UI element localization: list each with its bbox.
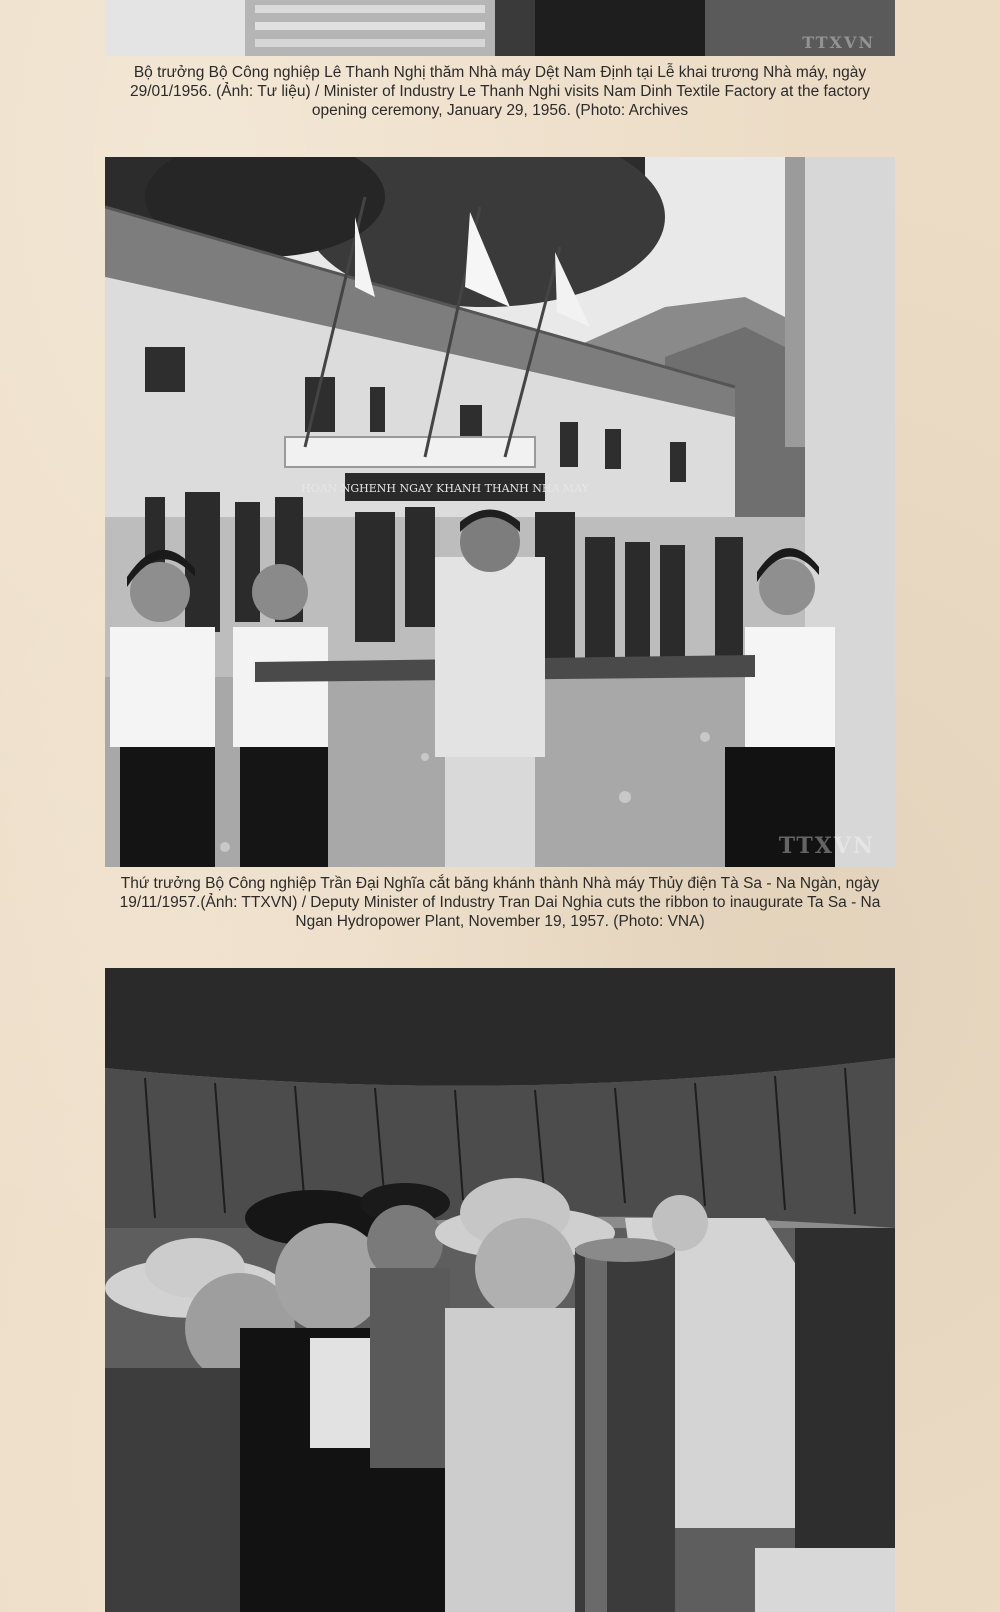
- banner-text: HOAN NGHENH NGAY KHANH THANH NHA MAY: [301, 482, 589, 495]
- photo-workers-image: [105, 968, 895, 1612]
- photo-watermark: TTXVN: [778, 833, 875, 859]
- photo-caption-ribbon-cutting: Thứ trưởng Bộ Công nghiệp Trần Đại Nghĩa cắt băng khánh thành Nhà máy Thủy điện Tà Sa - Na Ngàn, ngày 19/11/1957.(Ảnh: TTXVN) / Deputy Minister of Industry Tran Dai Nghia cuts the ribbon to inaugurate Ta Sa - Na Ngan Hydropower Plant, November 19, 1957. (Photo: VNA): [119, 875, 881, 930]
- photo-textile-factory-image: [105, 0, 895, 56]
- photo-caption-textile-factory: Bộ trưởng Bộ Công nghiệp Lê Thanh Nghị thăm Nhà máy Dệt Nam Định tại Lễ khai trương Nhà máy, ngày 29/01/1956. (Ảnh: Tư liệu) / Minister of Industry Le Thanh Nghi visits Nam Dinh Textile Factory at the factory opening ceremony, January 29, 1956. (Photo: Archives: [129, 64, 871, 119]
- photo-ribbon-cutting: [105, 157, 895, 867]
- photo-ribbon-cutting-image: [105, 157, 895, 867]
- photo-workers-inspecting-shell: [105, 968, 895, 1612]
- photo-watermark: TTXVN: [802, 33, 875, 52]
- photo-textile-factory-visit: [105, 0, 895, 56]
